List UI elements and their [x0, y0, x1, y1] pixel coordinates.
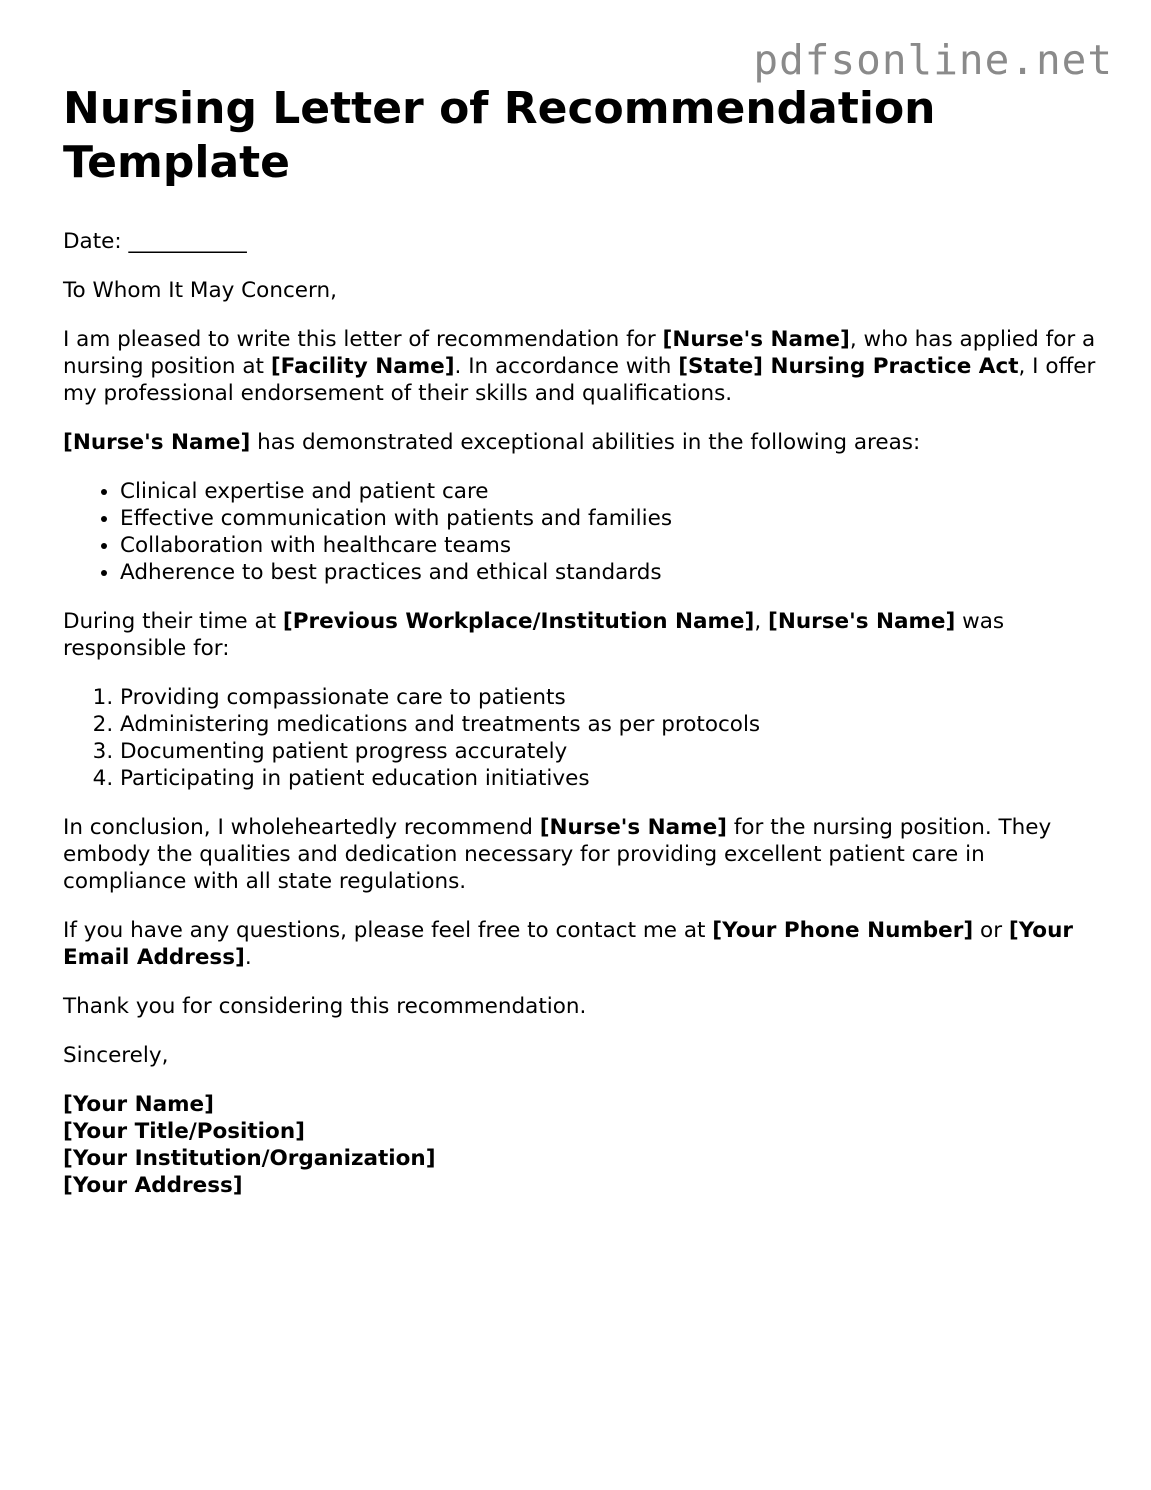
contact-paragraph: If you have any questions, please feel free to contact me at [Your Phone Number] or [Your Email Address].	[63, 918, 1073, 970]
list-item: 2. Administering medications and treatments as per protocols	[120, 711, 1103, 738]
conclusion-paragraph: In conclusion, I wholeheartedly recommend [Nurse's Name] for the nursing position. They embody the qualities and dedication necessary for providing excellent patient care in compliance with all state regulations.	[63, 815, 1052, 894]
nurse-name-placeholder: [Nurse's Name]	[768, 609, 956, 634]
page-title: Nursing Letter of Recommendation Template	[63, 83, 936, 188]
nurse-name-placeholder: [Nurse's Name]	[539, 815, 727, 840]
responsibilities-intro: During their time at [Previous Workplace/Institution Name], [Nurse's Name] was responsible for:	[63, 609, 1005, 661]
facility-name-placeholder: [Facility Name]	[270, 354, 455, 379]
email-placeholder: [Your Email Address]	[63, 918, 1073, 970]
signature-title: [Your Title/Position]	[63, 1119, 305, 1144]
watermark: pdfsonline.net	[753, 36, 1113, 84]
state-practice-act-placeholder: [State] Nursing Practice Act	[678, 354, 1019, 379]
phone-placeholder: [Your Phone Number]	[712, 918, 974, 943]
closing-line: Sincerely,	[63, 1043, 169, 1068]
nurse-name-placeholder: [Nurse's Name]	[63, 430, 251, 455]
letter-document	[63, 82, 1103, 1199]
responsibilities-list	[63, 684, 1103, 792]
signature-organization: [Your Institution/Organization]	[63, 1146, 436, 1171]
list-item: • Adherence to best practices and ethical standards	[120, 559, 1103, 586]
date-line: Date: ___________	[63, 229, 247, 254]
thanks-line: Thank you for considering this recommendation.	[63, 994, 587, 1019]
nurse-name-placeholder: [Nurse's Name]	[662, 327, 850, 352]
abilities-list	[63, 478, 1103, 586]
salutation: To Whom It May Concern,	[63, 278, 337, 303]
list-item: • Collaboration with healthcare teams	[120, 532, 1103, 559]
signature-block	[63, 1091, 1103, 1199]
list-item: • Clinical expertise and patient care	[120, 478, 1103, 505]
list-item: • Effective communication with patients and families	[120, 505, 1103, 532]
intro-paragraph: I am pleased to write this letter of recommendation for [Nurse's Name], who has applied for a nursing position at [Facility Name]. In accordance with [State] Nursing Practice Act, I offer my professional endorsement of their skills and qualifications.	[63, 327, 1096, 406]
signature-address: [Your Address]	[63, 1173, 243, 1198]
list-item: 4. Participating in patient education initiatives	[120, 765, 1103, 792]
abilities-intro: [Nurse's Name] has demonstrated exceptional abilities in the following areas:	[63, 430, 921, 455]
signature-name: [Your Name]	[63, 1092, 214, 1117]
list-item: 1. Providing compassionate care to patients	[120, 684, 1103, 711]
list-item: 3. Documenting patient progress accurately	[120, 738, 1103, 765]
workplace-placeholder: [Previous Workplace/Institution Name]	[282, 609, 755, 634]
